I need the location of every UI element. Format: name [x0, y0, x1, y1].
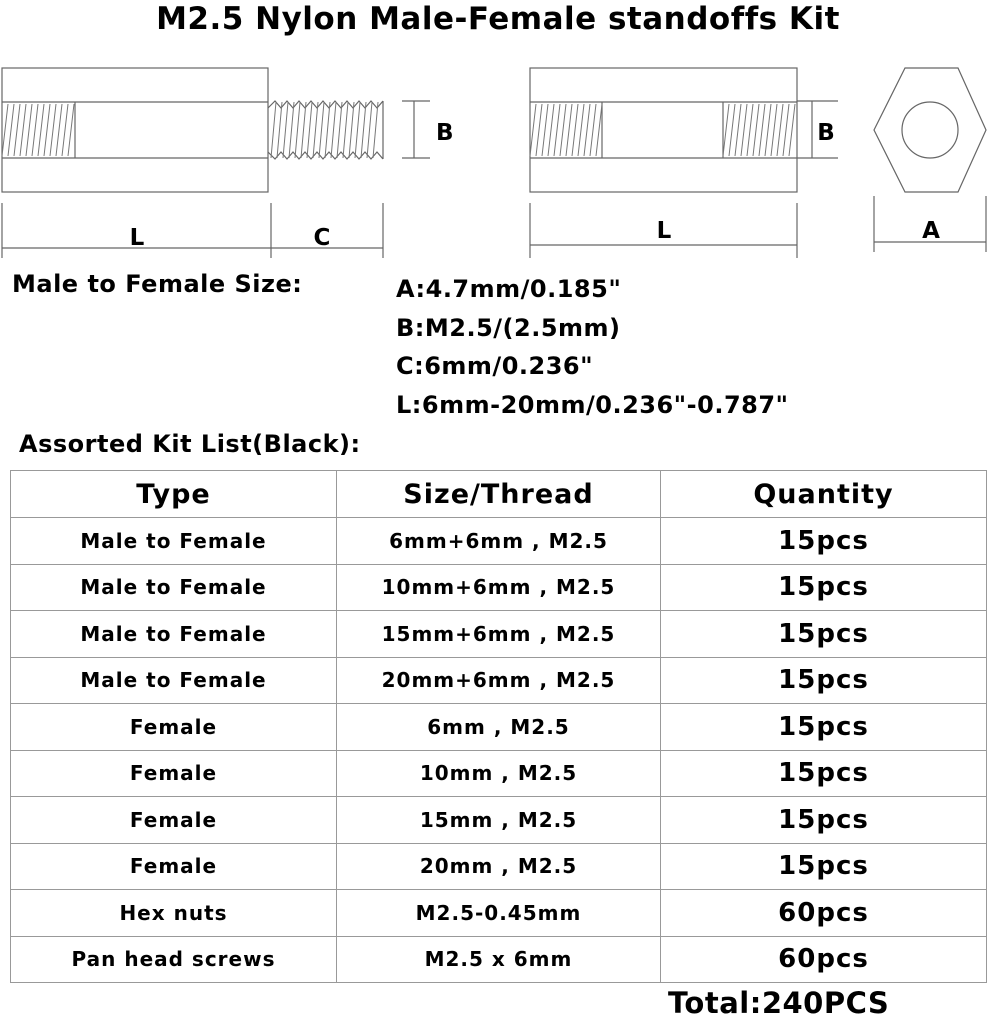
table-row	[11, 564, 987, 611]
spec-line-b: B:M2.5/(2.5mm)	[396, 313, 621, 342]
spec-line-a: A:4.7mm/0.185"	[396, 275, 622, 303]
table-row	[11, 611, 987, 658]
cell-size-thread: M2.5-0.45mm	[337, 890, 661, 937]
cell-quantity: 15pcs	[661, 843, 987, 890]
cell-size-thread: M2.5 x 6mm	[337, 936, 661, 983]
column-header-quantity: Quantity	[661, 471, 987, 518]
cell-size-thread: 6mm+6mm , M2.5	[337, 518, 661, 565]
column-header-size: Size/Thread	[337, 471, 661, 518]
kit-heading: Assorted Kit List(Black):	[19, 430, 361, 458]
table-row	[11, 704, 987, 751]
male-female-dim-l-label: L	[129, 225, 145, 251]
cell-quantity: 15pcs	[661, 611, 987, 658]
cell-quantity: 15pcs	[661, 564, 987, 611]
table-header-row	[11, 471, 987, 518]
cell-type: Female	[11, 843, 337, 890]
cell-quantity: 15pcs	[661, 518, 987, 565]
cell-quantity: 15pcs	[661, 657, 987, 704]
cell-size-thread: 20mm , M2.5	[337, 843, 661, 890]
spec-label: Male to Female Size:	[12, 270, 303, 298]
cell-size-thread: 10mm+6mm , M2.5	[337, 564, 661, 611]
table-row	[11, 750, 987, 797]
female-female-dim-b-label: B	[817, 120, 835, 146]
table-row	[11, 843, 987, 890]
standoff-diagram	[0, 0, 996, 270]
kit-table	[10, 470, 987, 983]
kit-table-body	[11, 518, 987, 983]
cell-quantity: 15pcs	[661, 797, 987, 844]
table-row	[11, 657, 987, 704]
cell-type: Male to Female	[11, 611, 337, 658]
cell-type: Male to Female	[11, 564, 337, 611]
cell-type: Female	[11, 704, 337, 751]
male-female-dim-c-label: C	[313, 225, 331, 251]
cell-quantity: 60pcs	[661, 890, 987, 937]
column-header-type: Type	[11, 471, 337, 518]
cell-quantity: 15pcs	[661, 704, 987, 751]
cell-size-thread: 6mm , M2.5	[337, 704, 661, 751]
spec-list	[396, 270, 789, 424]
table-row	[11, 797, 987, 844]
male-female-standoff-drawing	[2, 68, 430, 258]
cell-type: Male to Female	[11, 518, 337, 565]
hex-nut-dim-a-label: A	[922, 218, 940, 244]
cell-size-thread: 20mm+6mm , M2.5	[337, 657, 661, 704]
cell-size-thread: 15mm , M2.5	[337, 797, 661, 844]
table-row	[11, 936, 987, 983]
cell-quantity: 60pcs	[661, 936, 987, 983]
cell-size-thread: 15mm+6mm , M2.5	[337, 611, 661, 658]
page-title: M2.5 Nylon Male-Female standoffs Kit	[156, 1, 840, 37]
total-count: Total:240PCS	[668, 986, 890, 1020]
cell-type: Female	[11, 797, 337, 844]
table-row	[11, 890, 987, 937]
cell-type: Female	[11, 750, 337, 797]
male-female-dim-b-label: B	[436, 120, 454, 146]
cell-quantity: 15pcs	[661, 750, 987, 797]
female-female-standoff-drawing	[530, 68, 838, 258]
spec-line-c: C:6mm/0.236"	[396, 352, 594, 380]
cell-type: Hex nuts	[11, 890, 337, 937]
spec-line-l: L:6mm-20mm/0.236"-0.787"	[396, 390, 789, 419]
female-female-dim-l-label: L	[656, 218, 672, 244]
cell-type: Pan head screws	[11, 936, 337, 983]
table-row	[11, 518, 987, 565]
cell-size-thread: 10mm , M2.5	[337, 750, 661, 797]
cell-type: Male to Female	[11, 657, 337, 704]
